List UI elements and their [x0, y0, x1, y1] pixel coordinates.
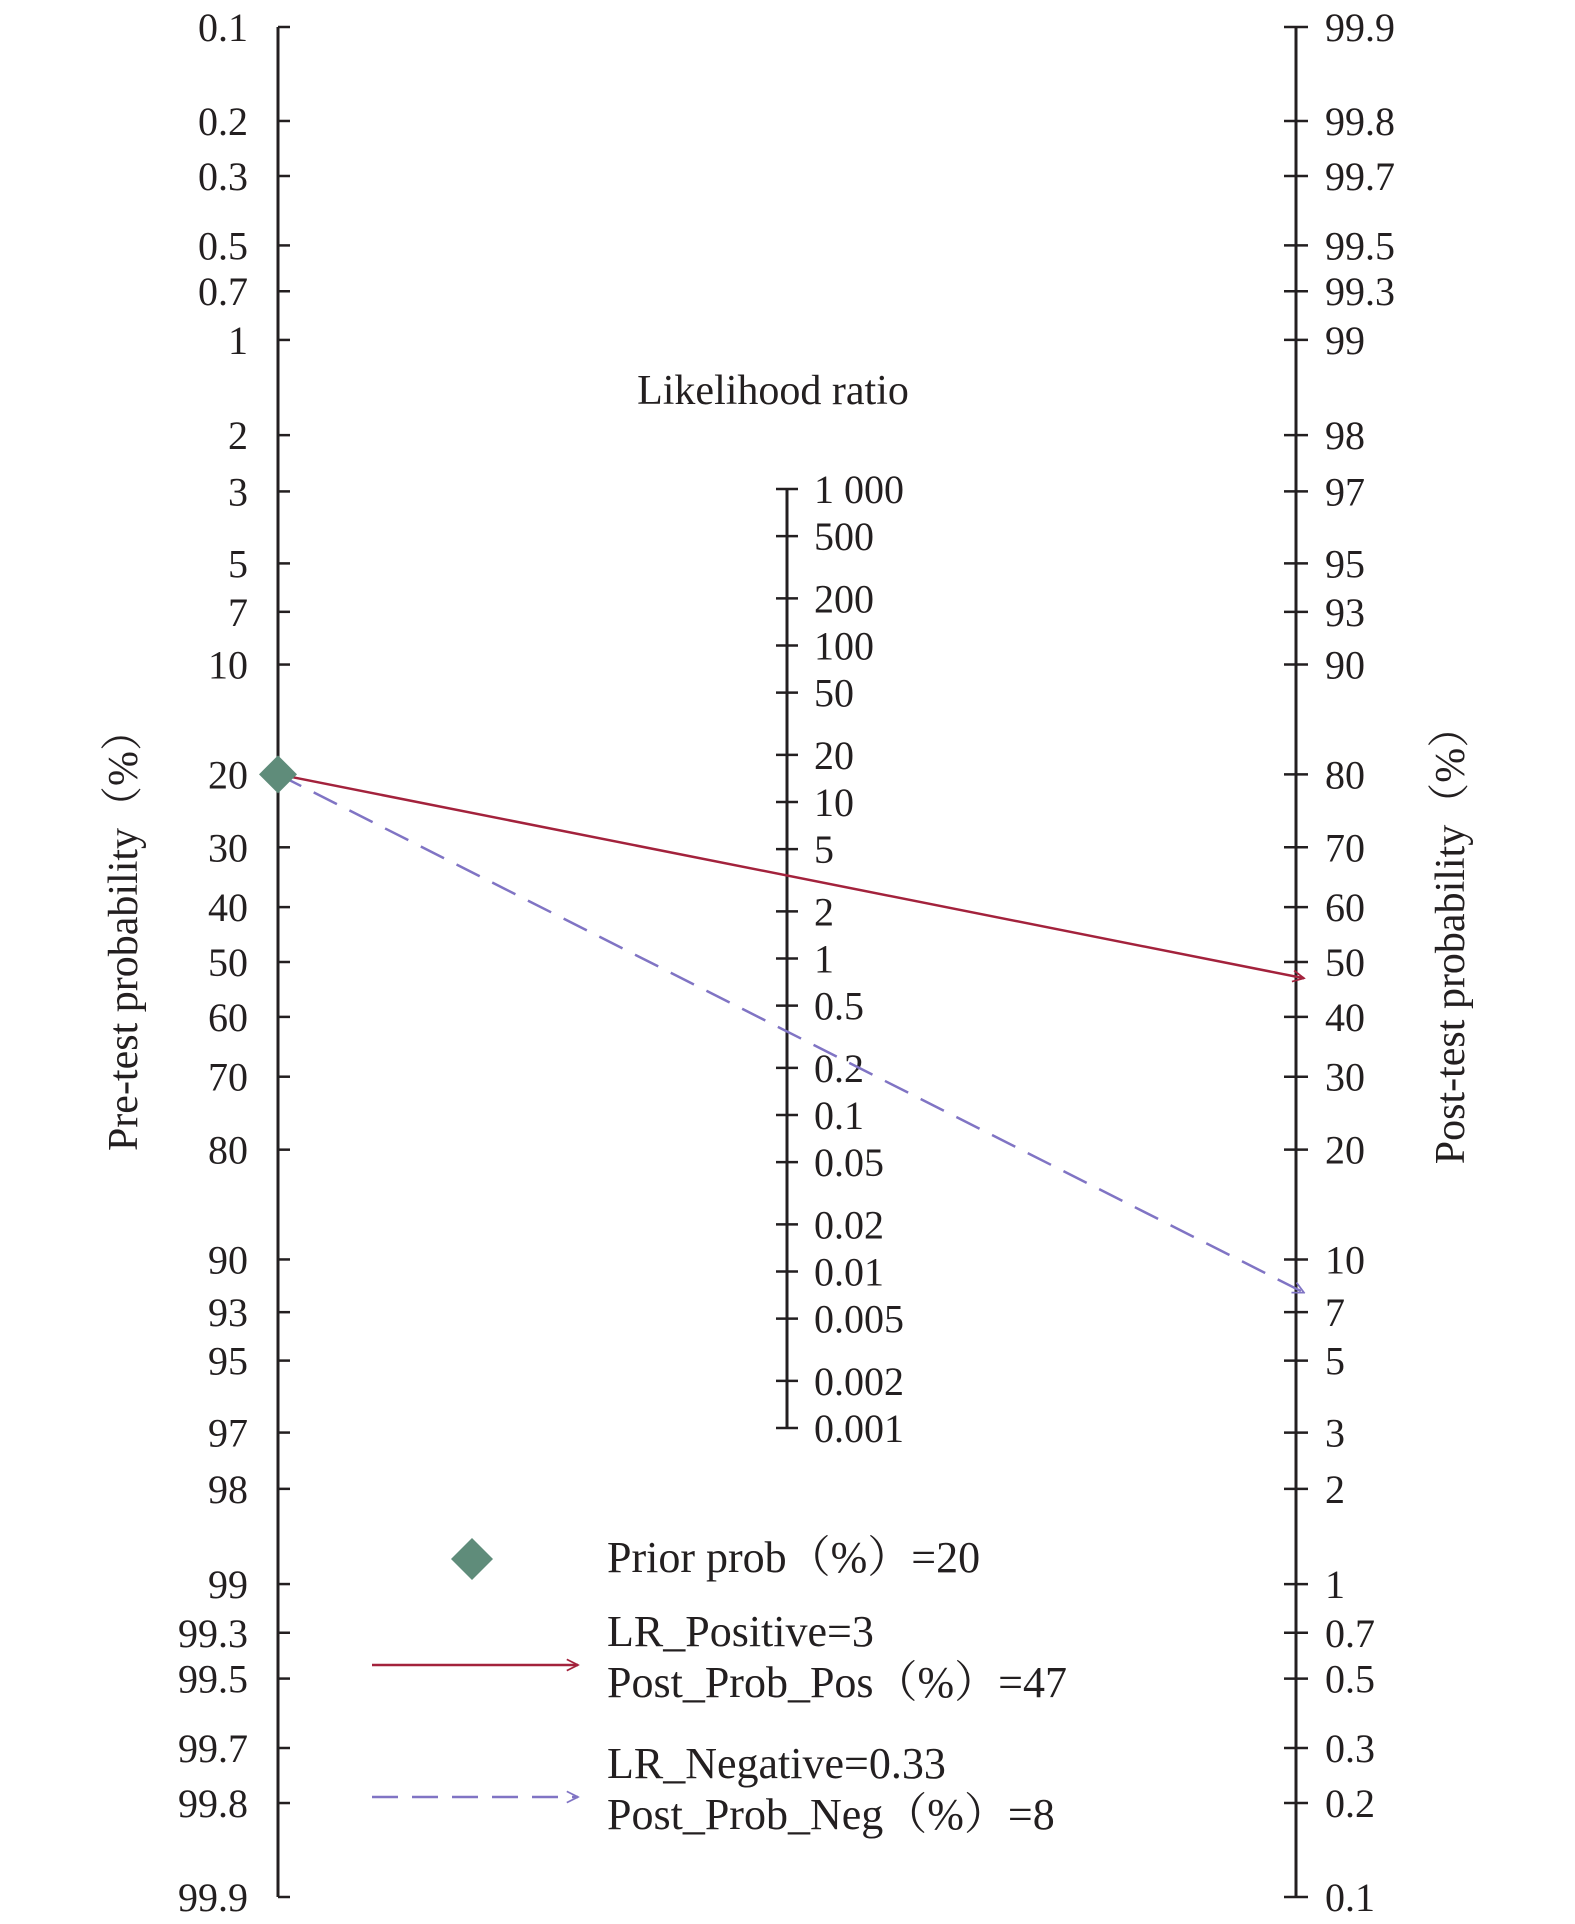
likelihood-ratio-tick-label: 50	[814, 670, 854, 716]
post-test-axis-title: Post-test probability（%）	[1428, 705, 1474, 1165]
pre-test-tick-label: 5	[228, 541, 248, 587]
post-test-tick-label: 30	[1325, 1054, 1365, 1100]
likelihood-ratio-ticks	[776, 467, 904, 1451]
post-test-tick-label: 2	[1325, 1466, 1345, 1512]
post-test-tick-label: 99	[1325, 317, 1365, 363]
likelihood-ratio-tick-label: 0.002	[814, 1358, 904, 1404]
post-test-tick-label: 97	[1325, 469, 1365, 515]
post-test-tick-label: 99.3	[1325, 269, 1395, 315]
pre-test-axis-title: Pre-test probability（%）	[101, 708, 147, 1152]
pre-test-ticks	[178, 5, 290, 1920]
likelihood-ratio-tick-label: 0.1	[814, 1093, 864, 1138]
post-test-tick-label: 90	[1325, 642, 1365, 688]
prior-probability-marker	[259, 755, 297, 793]
likelihood-ratio-tick-label: 500	[814, 514, 874, 560]
pre-test-tick-label: 40	[208, 885, 248, 931]
pre-test-tick-label: 20	[208, 752, 248, 798]
post-test-tick-label: 0.5	[1325, 1656, 1375, 1702]
positive-lr-line	[278, 774, 1304, 978]
pre-test-tick-label: 93	[208, 1290, 248, 1336]
pre-test-tick-label: 99.8	[178, 1781, 248, 1827]
pre-test-tick-label: 80	[208, 1127, 248, 1173]
post-test-tick-label: 7	[1325, 1290, 1345, 1336]
pre-test-tick-label: 70	[208, 1054, 248, 1100]
likelihood-ratio-tick-label: 10	[814, 780, 854, 825]
legend-prior-marker	[451, 1538, 493, 1580]
post-test-tick-label: 3	[1325, 1410, 1345, 1456]
pre-test-tick-label: 2	[228, 413, 248, 459]
legend-lr-positive: LR_Positive=3	[607, 1607, 874, 1656]
pre-test-tick-label: 50	[208, 940, 248, 985]
pre-test-tick-label: 0.2	[198, 98, 248, 144]
likelihood-ratio-tick-label: 0.001	[814, 1406, 904, 1451]
pre-test-tick-label: 95	[208, 1338, 248, 1384]
post-test-tick-label: 80	[1325, 752, 1365, 798]
likelihood-ratio-tick-label: 0.05	[814, 1140, 884, 1186]
pre-test-tick-label: 30	[208, 825, 248, 871]
post-test-tick-label: 99.7	[1325, 153, 1395, 199]
legend	[372, 1533, 1067, 1839]
likelihood-ratio-tick-label: 5	[814, 827, 834, 873]
nomogram-lines	[259, 755, 1304, 1292]
post-test-tick-label: 40	[1325, 994, 1365, 1040]
post-test-tick-label: 0.1	[1325, 1875, 1375, 1920]
post-test-tick-label: 0.2	[1325, 1781, 1375, 1827]
post-test-tick-label: 70	[1325, 825, 1365, 871]
post-test-tick-label: 0.7	[1325, 1610, 1375, 1656]
pre-test-tick-label: 0.5	[198, 223, 248, 269]
pre-test-tick-label: 99.3	[178, 1610, 248, 1656]
likelihood-ratio-tick-label: 200	[814, 576, 874, 622]
pre-test-tick-label: 99.5	[178, 1656, 248, 1702]
post-test-tick-label: 50	[1325, 940, 1365, 985]
likelihood-ratio-tick-label: 0.01	[814, 1249, 884, 1295]
post-test-tick-label: 20	[1325, 1127, 1365, 1173]
likelihood-ratio-tick-label: 0.5	[814, 983, 864, 1029]
pre-test-tick-label: 0.1	[198, 5, 248, 50]
post-test-tick-label: 95	[1325, 541, 1365, 587]
post-test-ticks	[1284, 5, 1395, 1920]
likelihood-ratio-tick-label: 20	[814, 732, 854, 778]
pre-test-tick-label: 0.7	[198, 269, 248, 315]
legend-post-prob-positive: Post_Prob_Pos（%）=47	[607, 1658, 1068, 1707]
pre-test-tick-label: 99.9	[178, 1875, 248, 1920]
post-test-tick-label: 98	[1325, 413, 1365, 459]
likelihood-ratio-tick-label: 2	[814, 889, 834, 935]
post-test-tick-label: 0.3	[1325, 1726, 1375, 1772]
post-test-tick-label: 10	[1325, 1237, 1365, 1283]
likelihood-ratio-tick-label: 0.005	[814, 1296, 904, 1342]
pre-test-tick-label: 60	[208, 994, 248, 1040]
pre-test-tick-label: 7	[228, 589, 248, 635]
pre-test-tick-label: 98	[208, 1466, 248, 1512]
likelihood-ratio-tick-label: 0.2	[814, 1045, 864, 1091]
post-test-tick-label: 99.9	[1325, 5, 1395, 50]
pre-test-tick-label: 99	[208, 1562, 248, 1608]
pre-test-tick-label: 3	[228, 469, 248, 515]
pre-test-tick-label: 90	[208, 1237, 248, 1283]
post-test-tick-label: 99.5	[1325, 223, 1395, 269]
post-test-tick-label: 99.8	[1325, 98, 1395, 144]
post-test-tick-label: 93	[1325, 589, 1365, 635]
legend-prior-label: Prior prob（%）=20	[607, 1533, 981, 1582]
likelihood-ratio-tick-label: 1	[814, 936, 834, 982]
negative-lr-line	[278, 774, 1304, 1292]
likelihood-ratio-tick-label: 0.02	[814, 1202, 884, 1248]
pre-test-tick-label: 97	[208, 1410, 248, 1456]
likelihood-ratio-tick-label: 1 000	[814, 467, 904, 512]
legend-post-prob-negative: Post_Prob_Neg（%）=8	[607, 1790, 1055, 1839]
likelihood-ratio-title: Likelihood ratio	[637, 368, 909, 414]
pre-test-tick-label: 1	[228, 317, 248, 363]
likelihood-ratio-tick-label: 100	[814, 623, 874, 669]
legend-lr-negative: LR_Negative=0.33	[607, 1739, 946, 1788]
pre-test-tick-label: 0.3	[198, 153, 248, 199]
pre-test-tick-label: 10	[208, 642, 248, 688]
post-test-tick-label: 5	[1325, 1338, 1345, 1384]
pre-test-tick-label: 99.7	[178, 1726, 248, 1772]
post-test-tick-label: 60	[1325, 885, 1365, 931]
post-test-tick-label: 1	[1325, 1562, 1345, 1608]
